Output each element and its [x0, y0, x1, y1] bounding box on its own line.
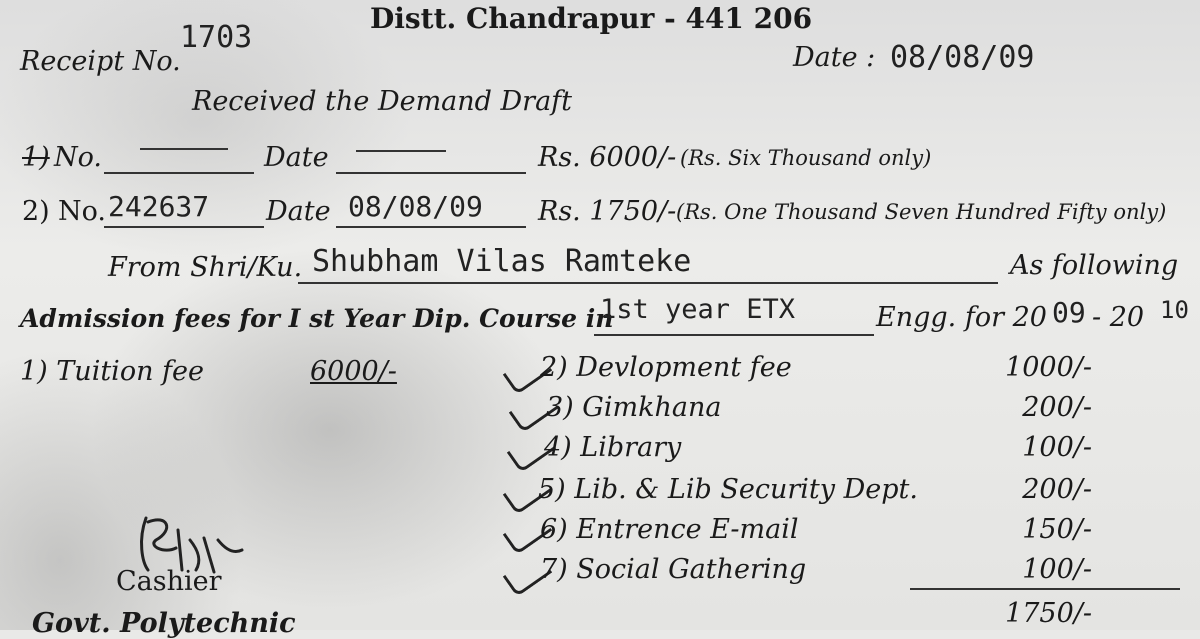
total-rule — [910, 588, 1180, 590]
fee-item-label: 3) Gimkhana — [546, 392, 722, 423]
fee-item-label: 2) Devlopment fee — [540, 352, 792, 383]
dd2-date-value: 08/08/09 — [348, 190, 483, 223]
dd1-no-underline — [104, 172, 254, 174]
as-following: As following — [1010, 250, 1179, 281]
course-value: 1st year ETX — [600, 294, 796, 325]
dd1-amount: Rs. 6000/- — [538, 142, 677, 173]
dd1-amount-words: (Rs. Six Thousand only) — [680, 146, 932, 170]
fee-item-label: 6) Entrence E-mail — [540, 514, 799, 545]
dd2-amount-words: (Rs. One Thousand Seven Hundred Fifty only) — [676, 200, 1167, 224]
fee-item-amount: 1000/- — [1005, 352, 1092, 383]
from-underline — [298, 282, 998, 284]
fee-item-amount: 150/- — [1022, 514, 1092, 545]
receipt-label: Receipt No. — [20, 46, 181, 77]
dd1-index: 1) — [22, 142, 50, 173]
year-sep: - 20 — [1092, 302, 1145, 333]
dd1-no-dash — [140, 148, 228, 150]
dd2-date-label: Date — [266, 196, 331, 227]
dd2-no-underline — [104, 226, 264, 228]
fee-item-amount: 100/- — [1022, 432, 1092, 463]
from-name: Shubham Vilas Ramteke — [312, 244, 692, 279]
fee-item-amount: 100/- — [1022, 554, 1092, 585]
received-line: Received the Demand Draft — [192, 86, 573, 117]
district-heading: Distt. Chandrapur - 441 206 — [370, 2, 813, 35]
fee-item-label: 5) Lib. & Lib Security Dept. — [538, 474, 918, 505]
dd2-date-underline — [336, 226, 526, 228]
dd2-no-label: No. — [58, 196, 106, 227]
fee-item-label: 4) Library — [544, 432, 682, 463]
fee-item-label: 7) Social Gathering — [540, 554, 807, 585]
date-value: 08/08/09 — [890, 40, 1035, 75]
dd1-date-underline — [336, 172, 526, 174]
dd1-no-label: No. — [54, 142, 102, 173]
date-label: Date : — [793, 42, 876, 73]
from-label: From Shri/Ku. — [108, 252, 303, 283]
dd2-no-value: 242637 — [108, 190, 210, 223]
institution-name: Govt. Polytechnic — [32, 608, 296, 639]
cashier-label: Cashier — [116, 566, 222, 597]
dd1-date-dash — [356, 150, 446, 152]
tuition-label: 1) Tuition fee — [20, 356, 204, 387]
receipt-number: 1703 — [180, 20, 253, 55]
dd2-amount: Rs. 1750/- — [538, 196, 677, 227]
fee-item-amount: 200/- — [1022, 474, 1092, 505]
dd2-index: 2) — [22, 196, 50, 227]
tuition-amount: 6000/- — [310, 356, 397, 387]
fee-item-amount: 200/- — [1022, 392, 1092, 423]
engg-label: Engg. for 20 — [876, 302, 1047, 333]
year-end: 10 — [1160, 296, 1189, 324]
year-start: 09 — [1052, 296, 1086, 329]
fee-total: 1750/- — [1005, 598, 1092, 629]
course-underline — [594, 334, 874, 336]
dd1-date-label: Date — [264, 142, 329, 173]
admission-label: Admission fees for I st Year Dip. Course in — [20, 304, 614, 333]
